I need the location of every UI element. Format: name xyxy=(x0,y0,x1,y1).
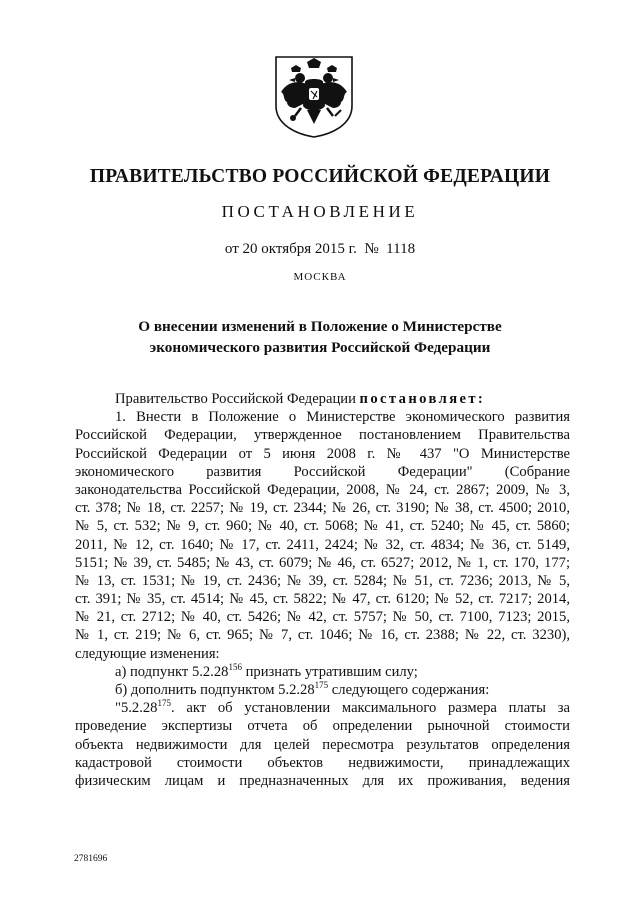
item-b xyxy=(75,681,570,699)
preamble-text: Правительство Российской Федерации xyxy=(115,391,360,407)
paragraph-line: № 5, ст. 532; № 9, ст. 960; № 40, ст. 5068; № 41, ст. 5240; № 45, ст. 5860; xyxy=(75,518,570,535)
item-a xyxy=(75,663,570,681)
paragraph-line: проведение экспертизы отчета об определении рыночной стоимости xyxy=(75,718,570,735)
paragraph-line: ст. 378; № 18, ст. 2257; № 19, ст. 2344; № 26, ст. 3190; № 38, ст. 4500; 2010, xyxy=(75,500,570,517)
paragraph-line: объекта недвижимости для целей пересмотра результатов определения xyxy=(75,736,570,753)
paragraph-line: 1. Внести в Положение о Министерстве экономического развития xyxy=(115,409,570,426)
city: МОСКВА xyxy=(293,271,347,283)
preamble xyxy=(75,390,570,408)
title-line-1: О внесении изменений в Положение о Министерстве xyxy=(138,318,502,335)
paragraph-line: № 13, ст. 1531; № 19, ст. 2436; № 39, ст. 5284; № 51, ст. 7236; 2013, № 5, xyxy=(75,572,570,589)
document-body xyxy=(75,390,570,790)
quoted-clause xyxy=(75,699,570,717)
paragraph-line: № 1, ст. 219; № 6, ст. 965; № 7, ст. 1046; № 16, ст. 2388; № 22, ст. 3230), xyxy=(75,627,570,644)
quote-tail: . акт об установлении максимального размера платы за xyxy=(170,700,570,717)
government-name: ПРАВИТЕЛЬСТВО РОССИЙСКОЙ ФЕДЕРАЦИИ xyxy=(89,166,551,187)
quote-text: "5.2.28 xyxy=(115,700,158,717)
item-a-text: а) подпункт 5.2.28 xyxy=(115,663,229,680)
paragraph-line: законодательства Российской Федерации, 2008, № 24, ст. 2867; 2009, № 3, xyxy=(75,481,570,498)
item-a-tail: признать утратившим силу; xyxy=(241,663,418,680)
paragraph-line: ст. 391; № 35, ст. 4514; № 45, ст. 5822; № 47, ст. 6120; № 52, ст. 7217; 2014, xyxy=(75,591,570,608)
paragraph-line: 5151; № 39, ст. 5485; № 43, ст. 6079; № 46, ст. 6527; 2012, № 1, ст. 170, 177; xyxy=(75,554,570,571)
document-type: ПОСТАНОВЛЕНИЕ xyxy=(221,202,419,221)
item-b-superscript: 175 xyxy=(314,680,329,690)
quote-superscript: 175 xyxy=(157,698,171,709)
date-and-number: от 20 октября 2015 г. № 1118 xyxy=(224,241,416,257)
document-number: 2781696 xyxy=(74,854,108,864)
item-b-text: б) дополнить подпунктом 5.2.28 xyxy=(115,682,315,698)
paragraph-line: Российской Федерации от 5 июня 2008 г. № 437 "О Министерстве xyxy=(75,445,570,462)
title-line-2: экономического развития Российской Федерации xyxy=(149,339,491,356)
document-title xyxy=(0,316,640,358)
item-b-tail: следующего содержания: xyxy=(328,682,490,698)
paragraph-line: 2011, № 12, ст. 1640; № 17, ст. 2411, 2424; № 32, ст. 4834; № 36, ст. 5149, xyxy=(75,536,570,553)
preamble-verb: постановляет: xyxy=(359,391,486,407)
paragraph-line: следующие изменения: xyxy=(75,645,220,662)
paragraph-line: кадастровой стоимости объектов недвижимости, принадлежащих xyxy=(75,754,570,771)
paragraph-line: № 21, ст. 2712; № 40, ст. 5426; № 42, ст. 5757; № 50, ст. 7100, 7123; 2015, xyxy=(75,609,570,626)
coat-of-arms-emblem xyxy=(273,54,355,138)
paragraph-line: Российской Федерации, утвержденное постановлением Правительства xyxy=(75,427,570,444)
double-headed-eagle-icon xyxy=(273,54,355,138)
paragraph-line: экономического развития Российской Федерации" (Собрание xyxy=(75,463,570,480)
paragraph-line: физическим лицам и предназначенных для их проживания, ведения xyxy=(75,772,570,789)
item-a-superscript: 156 xyxy=(228,661,242,672)
